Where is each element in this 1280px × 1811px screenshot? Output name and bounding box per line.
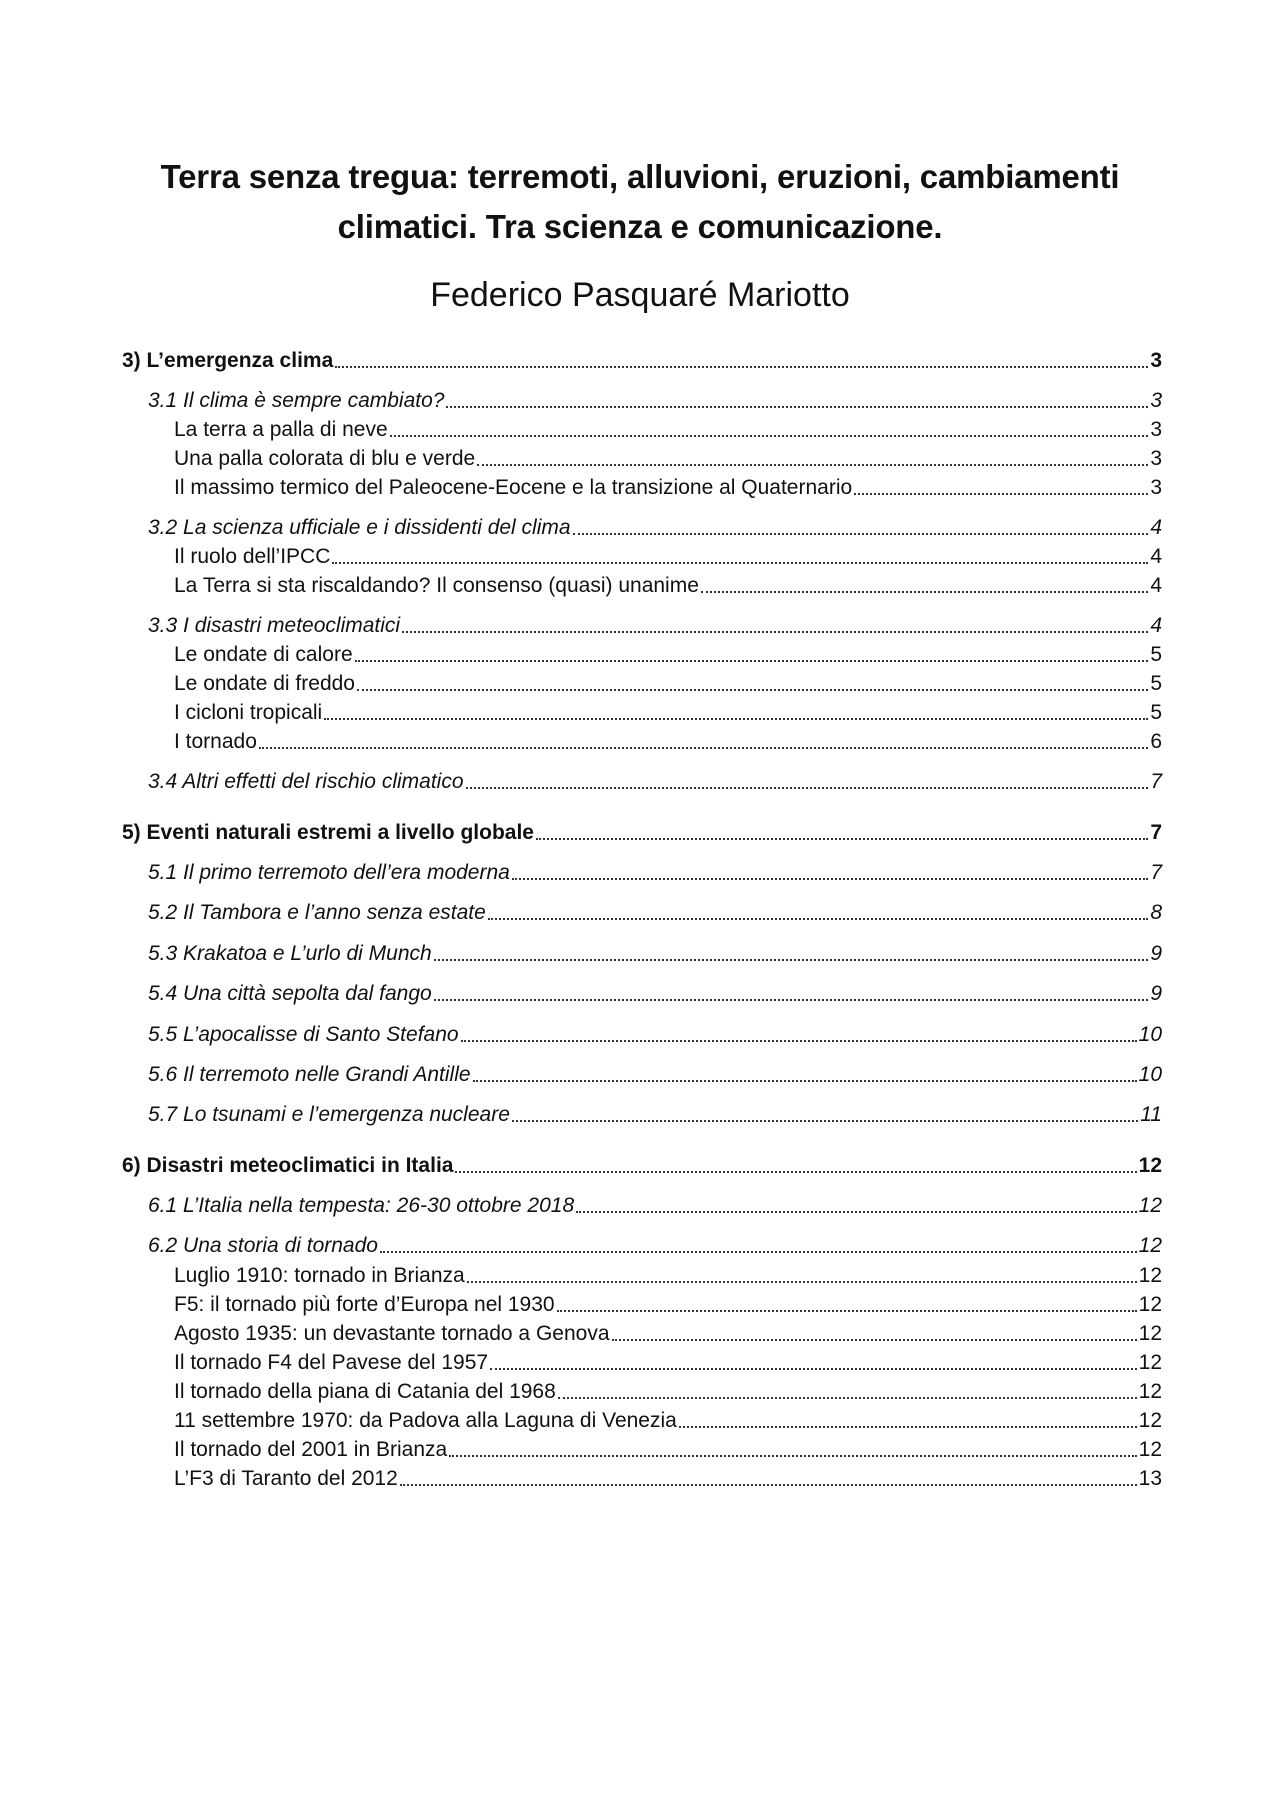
toc-entry[interactable] — [122, 1290, 1162, 1320]
toc-entry-label: 5.6 Il terremoto nelle Grandi Antille — [148, 1063, 471, 1086]
toc-entry-page: 5 — [1150, 701, 1162, 724]
toc-entry-page: 12 — [1138, 1380, 1162, 1403]
toc-entry-page: 11 — [1140, 1103, 1162, 1126]
toc-entry-label: 5.1 Il primo terremoto dell’era moderna — [148, 861, 510, 884]
document-title: Terra senza tregua: terremoti, alluvioni, eruzioni, cambiamenti climatici. Tra scienza e comunicazione. — [160, 158, 1120, 245]
toc-leader-dots — [558, 1396, 1137, 1399]
toc-entry-page: 3 — [1150, 447, 1162, 470]
toc-entry-label: La terra a palla di neve — [174, 418, 388, 441]
toc-entry-page: 8 — [1150, 901, 1162, 924]
toc-entry-page: 5 — [1150, 672, 1162, 695]
toc-leader-dots — [473, 1079, 1137, 1082]
toc-entry[interactable] — [122, 858, 1162, 888]
toc-entry-label: 3.3 I disastri meteoclimatici — [148, 614, 401, 637]
toc-entry-page: 7 — [1150, 821, 1162, 844]
toc-entry-page: 12 — [1138, 1409, 1162, 1432]
toc-leader-dots — [679, 1425, 1137, 1428]
toc-entry[interactable] — [122, 979, 1162, 1009]
toc-entry-label: 3.2 La scienza ufficiale e i dissidenti del clima — [148, 516, 571, 539]
toc-leader-dots — [512, 877, 1148, 880]
toc-entry-label: 5) Eventi naturali estremi a livello globale — [122, 821, 534, 844]
toc-entry-label: 6) Disastri meteoclimatici in Italia — [122, 1154, 454, 1177]
toc-entry[interactable] — [122, 939, 1162, 969]
toc-leader-dots — [402, 630, 1148, 633]
toc-entry-label: I cicloni tropicali — [174, 701, 323, 724]
toc-entry-page: 12 — [1138, 1264, 1162, 1287]
toc-entry[interactable] — [122, 727, 1162, 757]
toc-leader-dots — [324, 717, 1148, 720]
toc-entry[interactable] — [122, 473, 1162, 503]
toc-entry-label: 5.2 Il Tambora e l’anno senza estate — [148, 901, 486, 924]
toc-entry-page: 7 — [1150, 861, 1162, 884]
toc-entry-page: 10 — [1138, 1063, 1162, 1086]
toc-entry-label: Agosto 1935: un devastante tornado a Genova — [174, 1322, 610, 1345]
toc-leader-dots — [490, 1367, 1137, 1370]
toc-leader-dots — [536, 837, 1148, 840]
toc-leader-dots — [461, 1039, 1137, 1042]
toc-entry[interactable] — [122, 1377, 1162, 1407]
toc-entry[interactable] — [122, 611, 1162, 641]
toc-entry-page: 4 — [1150, 516, 1162, 539]
toc-entry-label: 5.7 Lo tsunami e l’emergenza nucleare — [148, 1103, 510, 1126]
toc-entry[interactable] — [122, 386, 1162, 416]
toc-entry-page: 3 — [1150, 349, 1162, 372]
toc-entry-page: 3 — [1150, 389, 1162, 412]
toc-leader-dots — [573, 532, 1149, 535]
toc-entry-page: 3 — [1150, 476, 1162, 499]
toc-entry-label: 3.1 Il clima è sempre cambiato? — [148, 389, 445, 412]
toc-entry-label: La Terra si sta riscaldando? Il consenso (quasi) unanime — [174, 574, 699, 597]
document-author: Federico Pasquaré Mariotto — [430, 276, 850, 314]
toc-leader-dots — [380, 1250, 1137, 1253]
toc-leader-dots — [612, 1338, 1137, 1341]
toc-entry-label: 11 settembre 1970: da Padova alla Laguna di Venezia — [174, 1409, 677, 1432]
toc-entry-page: 4 — [1150, 545, 1162, 568]
toc-entry[interactable] — [122, 898, 1162, 928]
toc-entry-label: Le ondate di freddo — [174, 672, 355, 695]
toc-entry-page: 12 — [1138, 1293, 1162, 1316]
toc-entry-page: 12 — [1138, 1234, 1162, 1257]
toc-entry-page: 12 — [1138, 1322, 1162, 1345]
toc-entry[interactable] — [122, 1191, 1162, 1221]
toc-entry-page: 9 — [1150, 942, 1162, 965]
toc-entry-label: Il ruolo dell’IPCC — [174, 545, 331, 568]
toc-entry[interactable] — [122, 346, 1162, 376]
toc-entry-label: Il tornado F4 del Pavese del 1957 — [174, 1351, 489, 1374]
toc-leader-dots — [390, 434, 1149, 437]
toc-entry-label: Luglio 1910: tornado in Brianza — [174, 1264, 465, 1287]
toc-entry-label: 5.5 L’apocalisse di Santo Stefano — [148, 1023, 459, 1046]
toc-entry-label: 3) L’emergenza clima — [122, 349, 334, 372]
toc-leader-dots — [446, 405, 1148, 408]
toc-leader-dots — [449, 1454, 1136, 1457]
toc-entry[interactable] — [122, 1348, 1162, 1378]
toc-leader-dots — [259, 746, 1148, 749]
toc-entry-page: 9 — [1150, 982, 1162, 1005]
toc-leader-dots — [488, 917, 1149, 920]
toc-entry-label: 5.3 Krakatoa e L’urlo di Munch — [148, 942, 432, 965]
toc-entry[interactable] — [122, 698, 1162, 728]
toc-leader-dots — [434, 998, 1149, 1001]
toc-leader-dots — [332, 561, 1148, 564]
toc-leader-dots — [477, 463, 1148, 466]
toc-entry-page: 3 — [1150, 418, 1162, 441]
toc-leader-dots — [701, 590, 1148, 593]
toc-entry[interactable] — [122, 513, 1162, 543]
toc-entry[interactable] — [122, 669, 1162, 699]
toc-leader-dots — [357, 688, 1148, 691]
toc-entry[interactable] — [122, 1464, 1162, 1494]
toc-entry-page: 6 — [1150, 730, 1162, 753]
toc-entry-page: 4 — [1150, 614, 1162, 637]
toc-entry[interactable] — [122, 415, 1162, 445]
toc-leader-dots — [355, 659, 1149, 662]
toc-entry-label: Il tornado del 2001 in Brianza — [174, 1438, 448, 1461]
toc-entry-label: 3.4 Altri effetti del rischio climatico — [148, 770, 464, 793]
toc-entry-label: Il tornado della piana di Catania del 1968 — [174, 1380, 556, 1403]
toc-entry-page: 12 — [1138, 1154, 1162, 1177]
toc-entry[interactable] — [122, 1319, 1162, 1349]
toc-entry[interactable] — [122, 640, 1162, 670]
toc-entry[interactable] — [122, 1435, 1162, 1465]
toc-leader-dots — [455, 1170, 1136, 1173]
toc-entry-label: 6.1 L’Italia nella tempesta: 26-30 ottobre 2018 — [148, 1194, 575, 1217]
toc-entry-page: 5 — [1150, 643, 1162, 666]
toc-entry-page: 13 — [1138, 1467, 1162, 1490]
toc-entry-label: I tornado — [174, 730, 257, 753]
toc-entry[interactable] — [122, 1060, 1162, 1090]
toc-entry-page: 12 — [1138, 1194, 1162, 1217]
toc-entry-label: 6.2 Una storia di tornado — [148, 1234, 378, 1257]
toc-entry-page: 12 — [1138, 1438, 1162, 1461]
toc-entry[interactable] — [122, 818, 1162, 848]
toc-leader-dots — [576, 1210, 1137, 1213]
toc-leader-dots — [335, 365, 1148, 368]
toc-leader-dots — [400, 1483, 1137, 1486]
toc-entry[interactable] — [122, 1231, 1162, 1261]
toc-entry[interactable] — [122, 1100, 1162, 1130]
toc-leader-dots — [854, 492, 1148, 495]
toc-leader-dots — [466, 786, 1149, 789]
toc-entry[interactable] — [122, 1020, 1162, 1050]
toc-leader-dots — [512, 1119, 1138, 1122]
toc-entry[interactable] — [122, 1406, 1162, 1436]
toc-leader-dots — [467, 1280, 1137, 1283]
toc-entry[interactable] — [122, 767, 1162, 797]
toc-entry[interactable] — [122, 1261, 1162, 1291]
toc-entry-label: Una palla colorata di blu e verde — [174, 447, 476, 470]
toc-entry-label: F5: il tornado più forte d’Europa nel 1930 — [174, 1293, 555, 1316]
toc-entry-label: Le ondate di calore — [174, 643, 353, 666]
toc-entry[interactable] — [122, 542, 1162, 572]
toc-entry-page: 10 — [1138, 1023, 1162, 1046]
toc-entry-label: 5.4 Una città sepolta dal fango — [148, 982, 432, 1005]
toc-entry-label: L’F3 di Taranto del 2012 — [174, 1467, 398, 1490]
toc-entry[interactable] — [122, 1151, 1162, 1181]
toc-entry[interactable] — [122, 571, 1162, 601]
toc-entry-page: 12 — [1138, 1351, 1162, 1374]
toc-entry-page: 4 — [1150, 574, 1162, 597]
toc-entry-label: Il massimo termico del Paleocene-Eocene e la transizione al Quaternario — [174, 476, 853, 499]
toc-leader-dots — [434, 958, 1149, 961]
toc-entry[interactable] — [122, 444, 1162, 474]
toc-leader-dots — [557, 1309, 1137, 1312]
toc-entry-page: 7 — [1150, 770, 1162, 793]
